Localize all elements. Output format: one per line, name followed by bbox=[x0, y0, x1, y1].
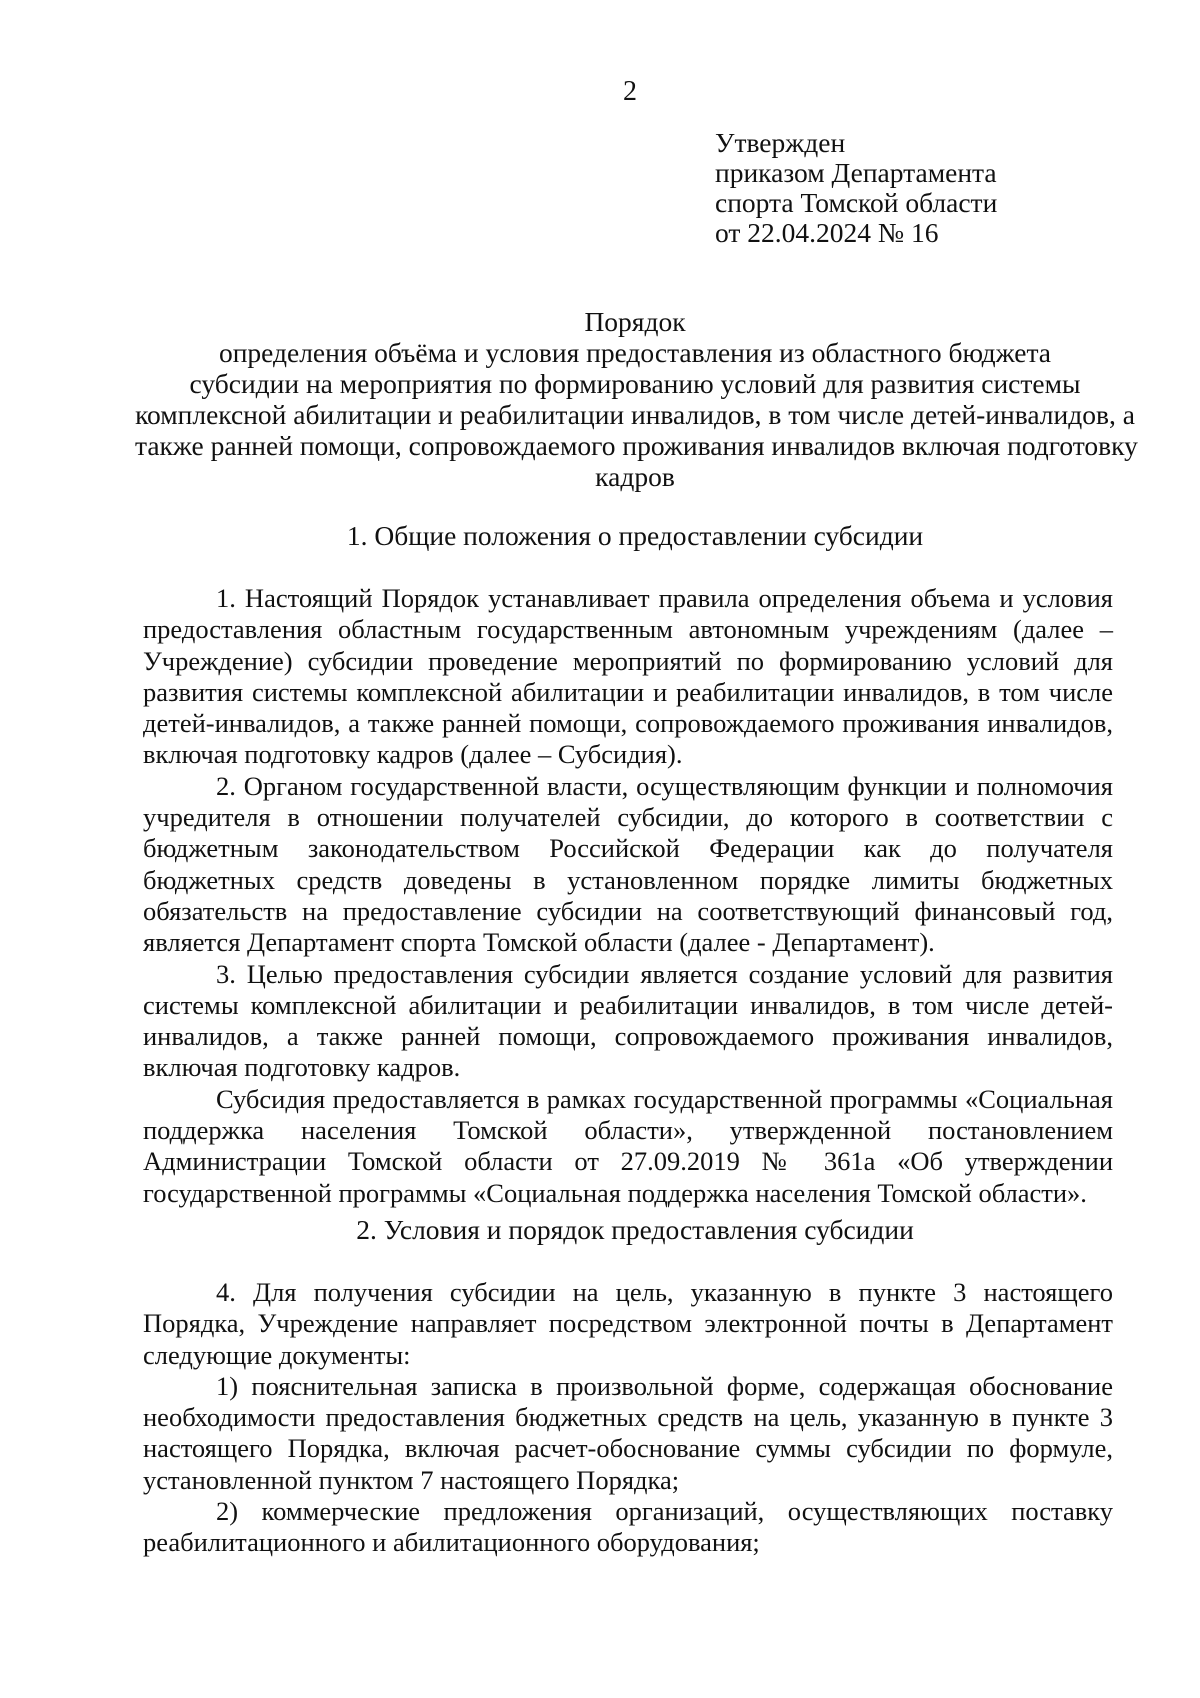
title-line: определения объёма и условия предоставления из областного бюджета bbox=[218, 337, 1052, 368]
document-title bbox=[135, 306, 1138, 492]
approval-line: Утвержден bbox=[715, 127, 846, 158]
paragraph: 3. Целью предоставления субсидии является создание условий для развития системы комплексной абилитации и реабилитации инвалидов, в том числе детей-инвалидов, а также ранней помощи, сопровождаемого проживания инвалидов, включая подготовку кадров. bbox=[143, 958, 1113, 1083]
section-1-heading: 1. Общие положения о предоставлении субсидии bbox=[346, 520, 924, 551]
section-1-body bbox=[143, 583, 1113, 1209]
paragraph: 1. Настоящий Порядок устанавливает правила определения объема и условия предоставления областным государственным автономным учреждениям (далее – Учреждение) субсидии проведение мероприятий по формированию условий для развития системы комплексной абилитации и реабилитации инвалидов, в том числе детей-инвалидов, а также ранней помощи, сопровождаемого проживания инвалидов, включая подготовку кадров (далее – Субсидия). bbox=[143, 583, 1113, 770]
paragraph: 4. Для получения субсидии на цель, указанную в пункте 3 настоящего Порядка, Учреждение направляет посредством электронной почты в Департамент следующие документы: bbox=[143, 1277, 1113, 1370]
paragraph: 2. Органом государственной власти, осуществляющим функции и полномочия учредителя в отношении получателей субсидии, до которого в соответствии с бюджетным законодательством Российской Федерации как до получателя бюджетных средств доведены в установленном порядке лимиты бюджетных обязательств на предоставление субсидии на соответствующий финансовый год, является Департамент спорта Томской области (далее - Департамент). bbox=[143, 770, 1113, 958]
title-line: комплексной абилитации и реабилитации инвалидов, в том числе детей-инвалидов, а bbox=[135, 399, 1135, 430]
approval-line: спорта Томской области bbox=[715, 187, 998, 218]
section-2-heading: 2. Условия и порядок предоставления субсидии bbox=[356, 1214, 914, 1245]
approval-line: от 22.04.2024 № 16 bbox=[715, 217, 939, 248]
paragraph: 1) пояснительная записка в произвольной форме, содержащая обоснование необходимости предоставления бюджетных средств на цель, указанную в пункте 3 настоящего Порядка, включая расчет-обоснование суммы субсидии по формуле, установленной пунктом 7 настоящего Порядка; bbox=[143, 1370, 1113, 1495]
section-2-body bbox=[143, 1277, 1113, 1559]
title-line: также ранней помощи, сопровождаемого проживания инвалидов включая подготовку bbox=[135, 430, 1138, 461]
title-line: Порядок bbox=[584, 306, 686, 337]
title-line: кадров bbox=[595, 461, 675, 492]
page-number: 2 bbox=[623, 76, 637, 107]
approval-stamp-block bbox=[715, 128, 1155, 248]
paragraph: Субсидия предоставляется в рамках государственной программы «Социальная поддержка населения Томской области», утвержденной постановлением Администрации Томской области от 27.09.2019 № 361а «Об утверждении государственной программы «Социальная поддержка населения Томской области». bbox=[143, 1083, 1113, 1208]
paragraph: 2) коммерческие предложения организаций, осуществляющих поставку реабилитационного и абилитационного оборудования; bbox=[143, 1496, 1113, 1558]
title-line: субсидии на мероприятия по формированию условий для развития системы bbox=[189, 368, 1081, 399]
approval-line: приказом Департамента bbox=[715, 157, 997, 188]
